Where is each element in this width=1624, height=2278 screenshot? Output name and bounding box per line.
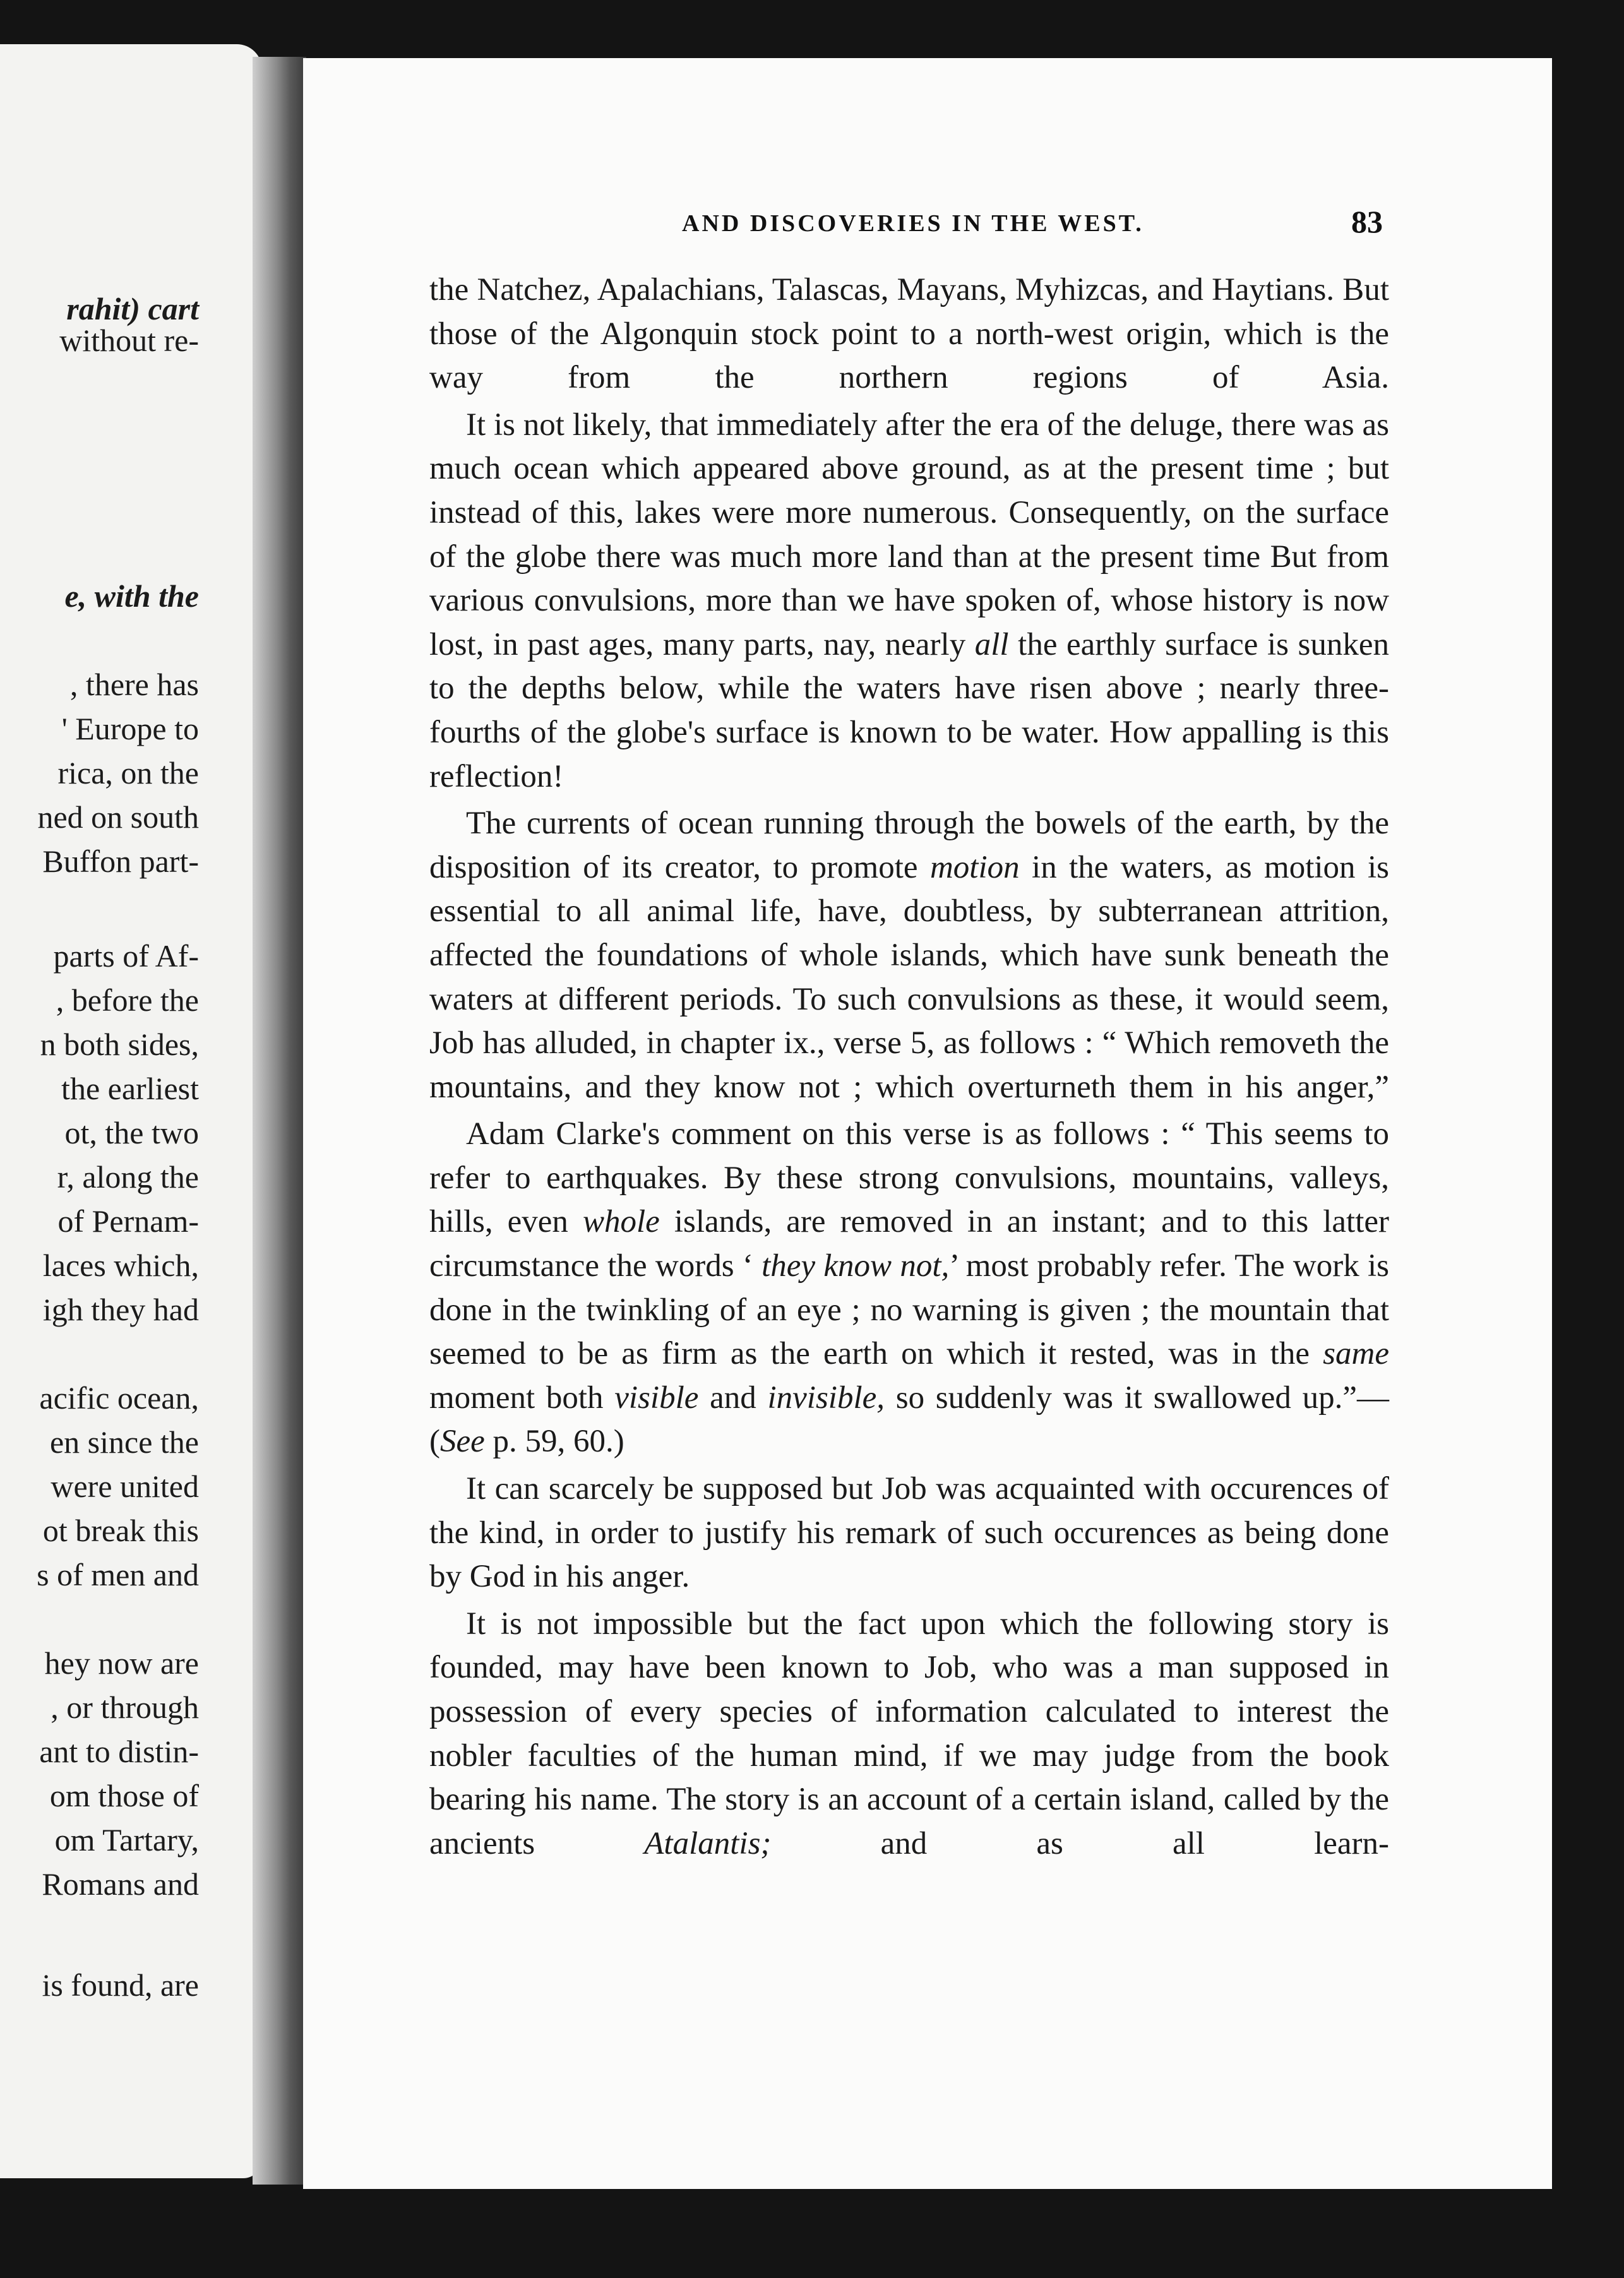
left-line: ' Europe to [61,711,199,746]
paragraph [429,1602,1389,1866]
page-body [429,268,1389,1866]
running-title: AND DISCOVERIES IN THE WEST. [682,210,1144,237]
left-line: , before the [56,982,199,1018]
emphasis: same [1323,1336,1389,1372]
paragraph-text: and [698,1380,768,1416]
left-line: rica, on the [57,755,199,790]
left-line: , or through [51,1690,199,1725]
paragraph-text: the earthly surface is sunken to the depths below, while the waters have risen above ; nearly three-fourths of the globe's surface is known to be water. How appalling is this reflection! [429,626,1390,794]
left-page [0,44,262,2178]
left-line: parts of Af- [53,938,199,974]
paragraph [429,403,1389,799]
paragraph-text: p. 59, 60.) [484,1424,624,1460]
left-line: ant to distin- [39,1734,199,1769]
paragraph-text: Adam Clarke's comment on this verse is as follows : “ This seems to refer to earthquakes. By these strong convulsions, mountains, valleys, hills, even [429,1116,1389,1240]
left-line: ned on south [37,799,199,835]
paragraph [429,802,1389,1109]
left-line: n both sides, [40,1027,199,1062]
paragraph-text: the Natchez, Apalachians, Talascas, Mayans, Myhizcas, and Haytians. But those of the Algonquin stock point to a north-west origin, which is the way from the northern regions of Asia. [429,272,1389,396]
paragraph-text: so suddenly was it swallowed up.”—( [429,1380,1389,1460]
book-gutter [253,57,306,2185]
left-line: without re- [59,323,199,358]
emphasis: motion [929,849,1020,885]
left-line: r, along the [57,1159,199,1195]
left-line: of Pernam- [57,1203,199,1239]
emphasis: visible [614,1380,699,1416]
paragraph [429,1112,1389,1464]
paragraph-text: moment both [429,1380,615,1416]
left-line: Buffon part- [42,844,199,879]
emphasis: they know not, [761,1248,950,1284]
left-line: acific ocean, [39,1380,199,1416]
left-line: s of men and [37,1557,199,1592]
emphasis: whole [582,1204,660,1240]
paragraph-text: islands, are removed in an instant; and to this latter circumstance the words ‘ [429,1204,1389,1284]
emphasis: See [439,1424,485,1460]
left-line: om Tartary, [54,1822,199,1858]
paragraph-text: It is not impossible but the fact upon which the following story is founded, may have been known to Job, who was a man supposed in possession of every species of information calculated to interest the nobler faculties of the human mind, if we may judge from the book bearing his name. The story is an account of a certain island, called by the ancients [429,1606,1389,1861]
left-line: the earliest [61,1071,199,1106]
left-line: ot break this [42,1513,199,1548]
left-line: om those of [49,1778,199,1813]
paragraph-text: in the waters, as motion is essential to all animal life, have, doubtless, by subterranean attrition, affected the foundations of whole islands, which have sunk beneath the waters at different periods. To such convulsions as these, it would seem, Job has alluded, in chapter ix., verse 5, as follows : “ Which removeth the mountains, and they know not ; which overturneth them in his anger,” [429,849,1389,1105]
emphasis: invisible, [767,1380,885,1416]
left-line: is found, are [42,1967,199,2003]
paragraph-text: ’ most probably refer. The work is done in the twinkling of an eye ; no warning is given ; the mountain that seemed to be as firm as the earth on which it rested, was in the [429,1248,1389,1372]
emphasis: Atalantis; [644,1825,772,1861]
left-line: igh they had [42,1292,199,1327]
paragraph [429,268,1389,400]
page-number: 83 [1351,204,1383,239]
paragraph-text: and as all learn- [771,1825,1389,1861]
left-line: hey now are [44,1645,199,1681]
left-line: e, with the [64,578,199,614]
left-line: ot, the two [64,1115,199,1150]
left-line: Romans and [42,1866,199,1902]
paragraph-text: The currents of ocean running through the bowels of the earth, by the disposition of its creator, to promote [429,806,1389,885]
paragraph-text: It is not likely, that immediately after the era of the deluge, there was as much ocean which appeared above ground, as at the present time ; but instead of this, lakes were more numerous. Consequently, on the surface of the globe there was much more land than at the present time But from various convulsions, more than we have spoken of, whose history is now lost, in past ages, many parts, nay, nearly [429,407,1389,662]
left-line: rahit) cart [66,291,199,326]
left-line: laces which, [42,1248,199,1283]
left-line: , there has [69,667,199,702]
paragraph [429,1467,1389,1599]
emphasis: all [974,626,1009,662]
paragraph-text: It can scarcely be supposed but Job was acquainted with occurences of the kind, in order to justify his remark of such occurences as being done by God in his anger. [429,1471,1389,1595]
left-line: were united [51,1469,199,1504]
left-line: en since the [49,1424,199,1460]
